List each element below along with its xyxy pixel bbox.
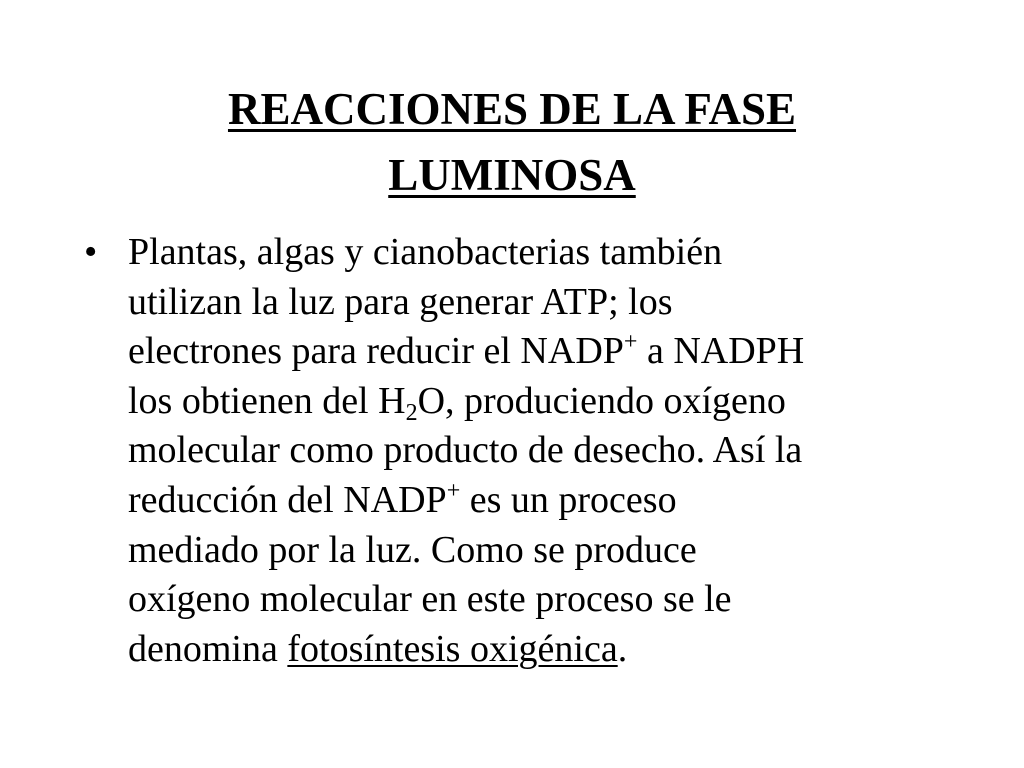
- title-line-1: REACCIONES DE LA FASE: [227, 84, 797, 134]
- paragraph-line-3: [128, 327, 964, 377]
- paragraph-line-6: [128, 476, 964, 526]
- paragraph-line-7: mediado por la luz. Como se produce: [128, 528, 697, 571]
- line-6-text-a: reducción del NADP: [128, 478, 447, 521]
- paragraph-line-5: molecular como producto de desecho. Así la: [128, 429, 803, 472]
- paragraph-line-4: [128, 377, 964, 427]
- superscript-plus-2: +: [446, 477, 461, 504]
- underlined-term: fotosíntesis oxigénica: [287, 627, 618, 670]
- line-6-text-b: es un proceso: [460, 478, 677, 521]
- line-3-text-a: electrones para reducir el NADP: [128, 330, 624, 373]
- paragraph-line-8: oxígeno molecular en este proceso se le: [128, 578, 732, 621]
- slide-title: [100, 76, 924, 208]
- subscript-two: 2: [405, 399, 418, 426]
- paragraph-line-1: Plantas, algas y cianobacterias también: [128, 231, 723, 273]
- line-4-text-a: los obtienen del H: [128, 379, 406, 422]
- line-4-text-b: O, produciendo oxígeno: [417, 379, 786, 422]
- line-9-period: .: [617, 627, 628, 670]
- title-line-2: LUMINOSA: [388, 150, 636, 200]
- paragraph-line-2: utilizan la luz para generar ATP; los: [128, 280, 673, 323]
- line-3-text-b: a NADPH: [637, 330, 805, 373]
- bullet-glyph: •: [84, 231, 98, 273]
- superscript-plus: +: [623, 329, 638, 356]
- paragraph-line-9: [128, 625, 964, 675]
- bullet-item: [84, 228, 964, 674]
- bullet-list: [84, 228, 964, 674]
- line-9-text-a: denomina: [128, 627, 288, 670]
